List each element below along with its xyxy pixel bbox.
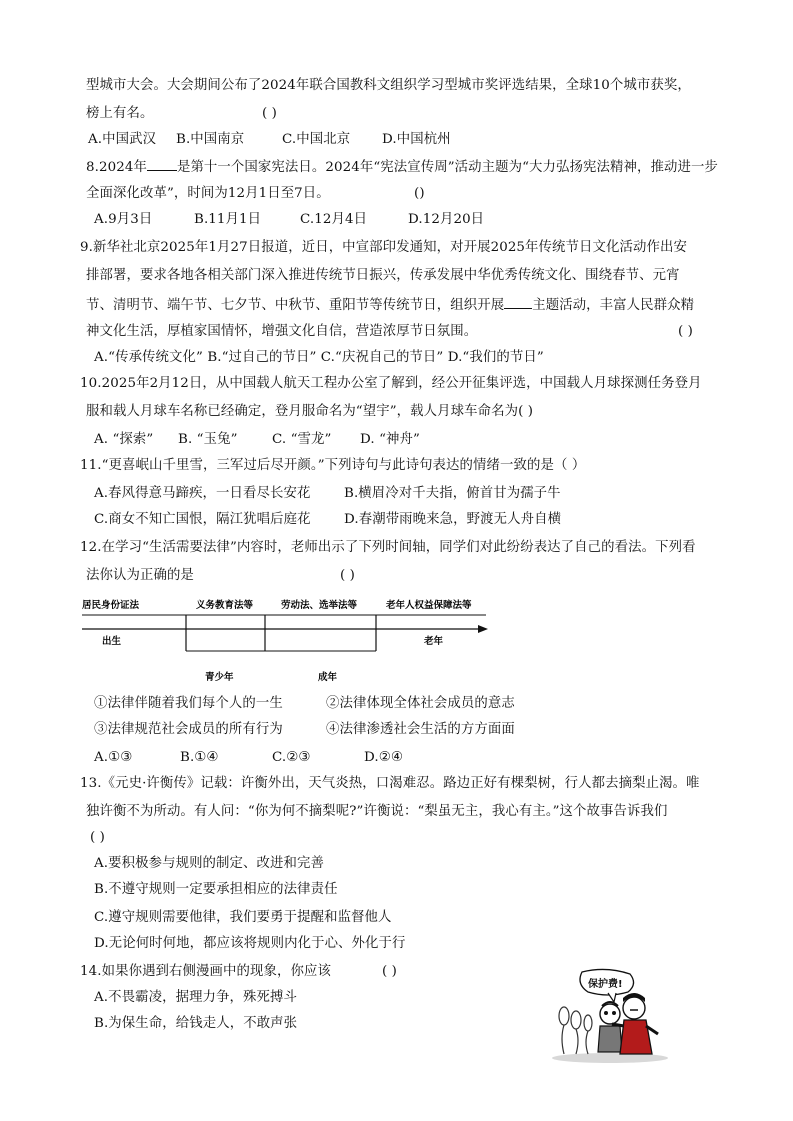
timeline-arrow-icon <box>478 625 488 633</box>
q8-option-b: B.11月1日 <box>194 212 262 227</box>
q13-option-b: B.不遵守规则一定要承担相应的法律责任 <box>94 882 338 897</box>
q12-option-d: D.②④ <box>364 750 403 765</box>
q11-option-d: D.春潮带雨晚来急，野渡无人舟自横 <box>344 512 562 527</box>
q7-answer-paren: ( ) <box>262 106 278 121</box>
q9-options: A.“传承传统文化” B.“过自己的节日” C.“庆祝自己的节日” D.“我们的节日” <box>94 350 544 365</box>
q14-stem: 14.如果你遇到右侧漫画中的现象，你应该 <box>80 964 331 979</box>
q13-option-a: A.要积极参与规则的制定、改进和完善 <box>94 856 324 871</box>
q8-stem-line1 <box>86 156 718 178</box>
q7-option-d: D.中国杭州 <box>382 132 451 147</box>
q12-option-c: C.②③ <box>272 750 311 765</box>
q7-stem-line1: 型城市大会。大会期间公布了2024年联合国教科文组织学习型城市奖评选结果，全球10个城市获奖， <box>86 78 691 93</box>
q9-blank <box>504 294 532 309</box>
q9-stem-line3 <box>86 294 694 316</box>
q12-timeline <box>80 594 500 686</box>
timeline-axis-start: 出生 <box>102 636 122 647</box>
q9-stem-line4: 神文化生活，厚植家国情怀，增强文化自信，营造浓厚节日氛围。 <box>86 324 478 339</box>
q10-option-c: C. “雪龙” <box>272 432 332 447</box>
q9-answer-paren: ( ) <box>678 324 694 339</box>
q12-statement-3: ③法律规范社会成员的所有行为 <box>94 722 283 737</box>
q7-stem-line2: 榜上有名。 <box>86 106 154 121</box>
q9-stem-part2: 主题活动，丰富人民群众精 <box>532 298 695 313</box>
timeline-label-adult: 成年 <box>318 672 338 683</box>
q13-answer-paren: ( ) <box>90 830 106 845</box>
timeline-label-elderly-law: 老年人权益保障法等 <box>386 600 472 611</box>
q12-option-a: A.①③ <box>94 750 133 765</box>
q9-stem-line1: 9.新华社北京2025年1月27日报道，近日，中宣部印发通知，对开展2025年传统节日文化活动作出安 <box>80 240 687 255</box>
q10-option-d: D. “神舟” <box>360 432 420 447</box>
q14-option-b: B.为保生命，给钱走人，不敢声张 <box>94 1016 298 1031</box>
timeline-label-id-card-law: 居民身份证法 <box>82 600 140 611</box>
q10-option-b: B. “玉兔” <box>178 432 238 447</box>
q9-stem-part1: 节、清明节、端午节、七夕节、中秋节、重阳节等传统节日，组织开展 <box>86 298 505 313</box>
q13-stem-line2: 独许衡不为所动。有人问：“你为何不摘梨呢?”许衡说：“梨虽无主，我心有主。”这个故事告诉我们 <box>86 804 668 819</box>
q8-stem-part2: 是第十一个国家宪法日。2024年“宪法宣传周”活动主题为“大力弘扬宪法精神，推动进一步 <box>176 160 718 175</box>
q12-stem-line2: 法你认为正确的是 <box>86 568 194 583</box>
speech-bubble-text: 保护费! <box>588 979 623 990</box>
q11-option-b: B.横眉冷对千夫指，俯首甘为孺子牛 <box>344 486 561 501</box>
victim-figure <box>598 1002 622 1052</box>
q7-option-b: B.中国南京 <box>176 132 245 147</box>
q12-stem-line1: 12.在学习“生活需要法律”内容时，老师出示了下列时间轴，同学们对此纷纷表达了自己的看法。下列看 <box>80 540 696 555</box>
q12-option-b: B.①④ <box>180 750 219 765</box>
q13-option-c: C.遵守规则需要他律，我们要勇于提醒和监督他人 <box>94 910 392 925</box>
q8-option-c: C.12月4日 <box>300 212 368 227</box>
q14-answer-paren: ( ) <box>382 964 398 979</box>
q8-stem-part1: 8.2024年 <box>86 160 147 175</box>
timeline-label-youth: 青少年 <box>205 672 234 683</box>
timeline-label-education-law: 义务教育法等 <box>196 600 254 611</box>
q12-answer-paren: ( ) <box>340 568 356 583</box>
q13-stem-line1: 13.《元史·许衡传》记载：许衡外出，天气炎热，口渴难忍。路边正好有棵梨树，行人都去摘梨止渴。唯 <box>80 776 700 791</box>
q12-statement-2: ②法律体现全体社会成员的意志 <box>326 696 515 711</box>
q8-option-a: A.9月3日 <box>94 212 153 227</box>
q14-bullying-cartoon <box>548 968 674 1064</box>
q10-option-a: A. “探索” <box>94 432 154 447</box>
q8-option-d: D.12月20日 <box>408 212 485 227</box>
q11-option-a: A.春风得意马蹄疾，一日看尽长安花 <box>94 486 311 501</box>
q11-stem: 11.“更喜岷山千里雪，三军过后尽开颜。”下列诗句与此诗句表达的情绪一致的是（ ） <box>80 458 586 473</box>
q10-stem-line2: 服和载人月球车名称已经确定，登月服命名为“望宇”，载人月球车命名为( ) <box>86 404 534 419</box>
bystander-figures <box>559 1007 592 1054</box>
q9-stem-line2: 排部署，要求各地各相关部门深入推进传统节日振兴，传承发展中华优秀传统文化、围绕春节、元宵 <box>86 268 680 283</box>
timeline-label-labor-law: 劳动法、选举法等 <box>281 600 358 611</box>
q12-statement-4: ④法律渗透社会生活的方方面面 <box>326 722 515 737</box>
q10-stem-line1: 10.2025年2月12日，从中国载人航天工程办公室了解到，经公开征集评选，中国载人月球探测任务登月 <box>80 376 702 391</box>
q14-option-a: A.不畏霸凌，据理力争，殊死搏斗 <box>94 990 297 1005</box>
q8-answer-paren: () <box>414 186 425 201</box>
q7-option-c: C.中国北京 <box>282 132 351 147</box>
q13-option-d: D.无论何时何地，都应该将规则内化于心、外化于行 <box>94 936 406 951</box>
q8-blank <box>147 156 177 171</box>
q12-statement-1: ①法律伴随着我们每个人的一生 <box>94 696 283 711</box>
q7-option-a: A.中国武汉 <box>88 132 157 147</box>
q11-option-c: C.商女不知亡国恨，隔江犹唱后庭花 <box>94 512 311 527</box>
q8-stem-line2: 全面深化改革”，时间为12月1日至7日。 <box>86 186 330 201</box>
timeline-axis-end: 老年 <box>424 636 444 647</box>
